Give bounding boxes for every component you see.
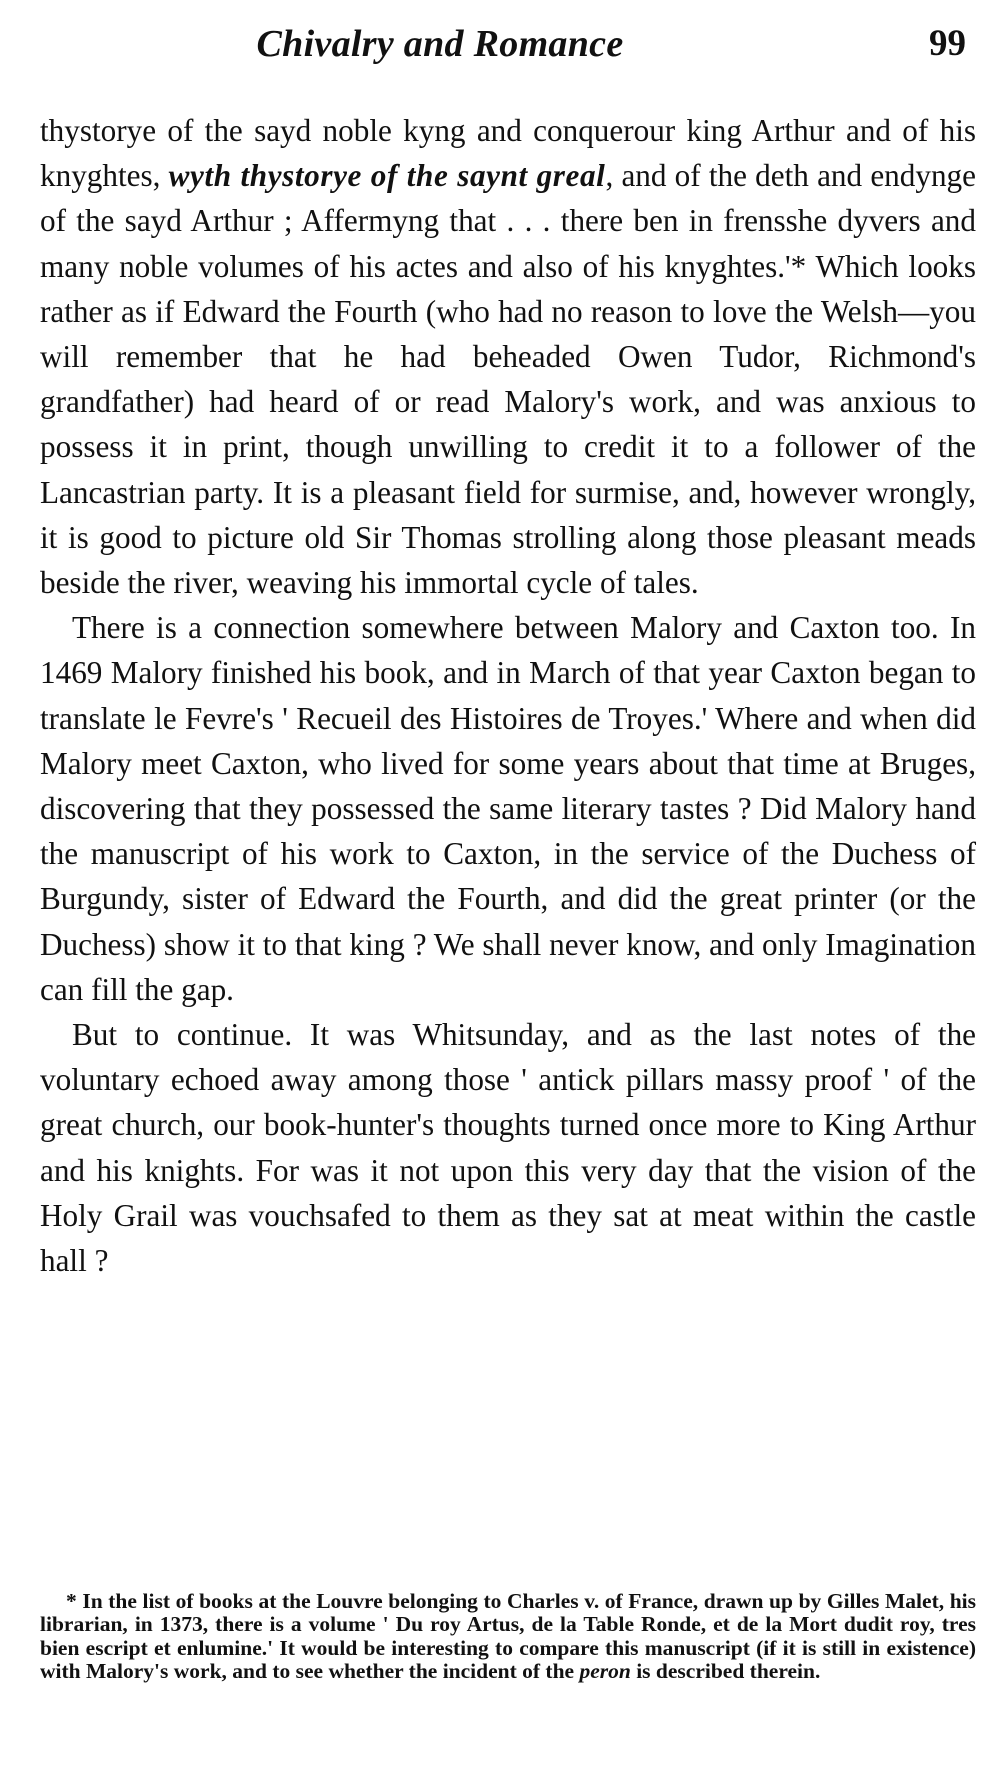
footnote (40, 1590, 976, 1683)
running-head (40, 18, 976, 68)
paragraph-2: There is a connection somewhere between Malory and Caxton too. In 1469 Malory finished his book, and in March of that year Caxton began to translate le Fevre's ' Recueil des Histoires de Troyes.' Where and when did Malory meet Caxton, who lived for some years about that time at Bruges, discovering that they possessed the same literary tastes ? Did Malory hand the manuscript of his work to Caxton, in the service of the Duchess of Burgundy, sister of Edward the Fourth, and did the great printer (or the Duchess) show it to that king ? We shall never know, and only Imagination can fill the gap. (40, 610, 976, 1007)
book-page (40, 0, 976, 1766)
footnote-italic-word: peron (579, 1658, 631, 1683)
paragraph-1 (40, 108, 976, 605)
footnote-text-b: is described therein. (630, 1658, 821, 1683)
paragraph-1-italic-title: wyth thystorye of the saynt greal (168, 158, 606, 194)
footnote-text (40, 1590, 976, 1683)
running-title: Chivalry and Romance (256, 23, 624, 65)
body-text (40, 108, 976, 1283)
paragraph-1-text-a: thystorye of the sayd noble kyng and conquerour king Arthur and of his knyghtes, (40, 113, 976, 194)
paragraph-3: But to continue. It was Whitsunday, and as the last notes of the voluntary echoed away among those ' antick pillars massy proof ' of the great church, our book-hunter's thoughts turned once more to King Arthur and his knights. For was it not upon this very day that the vision of the Holy Grail was vouchsafed to them as they sat at meat within the castle hall ? (40, 1017, 976, 1279)
paragraph-1-text-b: , and of the deth and endynge of the sayd Arthur ; Affermyng that . . . there ben in frensshe dyvers and many noble volumes of his actes and also of his knyghtes.'* Which looks rather as if Edward the Fourth (who had no reason to love the Welsh—you will remember that he had beheaded Owen Tudor, Richmond's grandfather) had heard of or read Malory's work, and was anxious to possess it in print, though unwilling to credit it to a follower of the Lancastrian party. It is a pleasant field for surmise, and, however wrongly, it is good to picture old Sir Thomas strolling along those pleasant meads beside the river, weaving his immortal cycle of tales. (40, 158, 976, 601)
footnote-text-a: * In the list of books at the Louvre belonging to Charles v. of France, drawn up by Gilles Malet, his librarian, in 1373, there is a volume ' Du roy Artus, de la Table Ronde, et de la Mort dudit roy, tres bien escript et enlumine.' It would be interesting to compare this manuscript (if it is still in existence) with Malory's work, and to see whether the incident of the (40, 1589, 976, 1683)
page-number: 99 (929, 23, 966, 64)
